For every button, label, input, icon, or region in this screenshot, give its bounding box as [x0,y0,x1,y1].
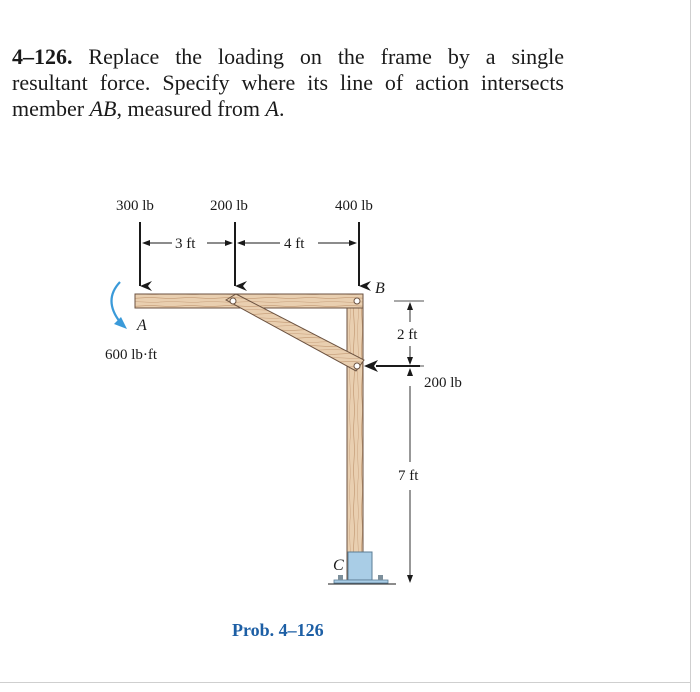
moment-arrow [112,282,128,329]
problem-number: 4–126. [12,44,73,69]
problem-line-2: resultant force. Specify where its line of action intersects [12,70,564,95]
point-a-ref: A [265,96,279,121]
dim-3ft-label: 3 ft [175,236,196,252]
point-a-label: A [137,317,147,334]
problem-text-1: Replace the loading on the frame by a single [88,44,564,69]
load-300-label: 300 lb [116,198,154,214]
problem-text-3a: member [12,96,90,121]
load-200-label: 200 lb [210,198,248,214]
moment-label: 600 lb·ft [105,347,158,363]
dim-7ft-label: 7 ft [398,468,419,484]
pin-left-brace [230,298,236,304]
pin-b [354,298,360,304]
pin-brace-column [354,363,360,369]
member-bc [347,302,363,580]
dim-2ft-label: 2 ft [397,327,418,343]
figure-caption: Prob. 4–126 [232,620,324,640]
member-ab-ref: AB [89,96,117,121]
dim-4ft-label: 4 ft [284,236,305,252]
problem-text-3b: , measured from [116,96,266,121]
point-b-label: B [375,280,385,297]
load-400-label: 400 lb [335,198,373,214]
problem-text-3c: . [279,96,285,121]
load-200-horizontal-label: 200 lb [424,375,462,391]
dim-vertical [394,301,424,583]
point-c-label: C [333,557,344,574]
